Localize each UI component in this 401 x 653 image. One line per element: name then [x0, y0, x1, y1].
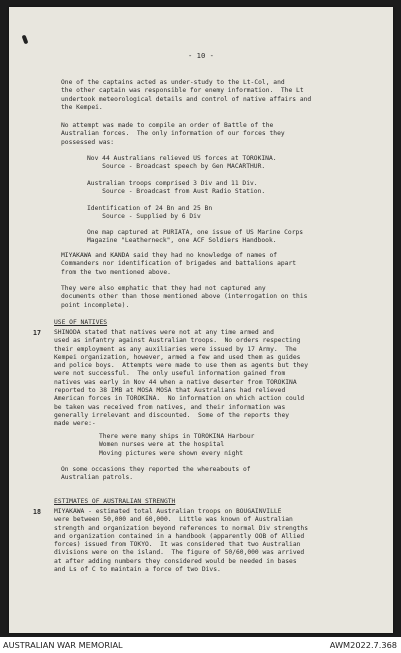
- punch-mark: [22, 35, 29, 45]
- info-item-divisions: Australian troops comprised 3 Div and 11 Div. Source - Broadcast from Aust Radio Station.: [87, 180, 266, 196]
- paragraph-order-of-battle: No attempt was made to compile an order of Battle of the Australian forces. The only information of our forces they possessed was:: [61, 122, 285, 146]
- paragraph-patrols: On some occasions they reported the whereabouts of Australian patrols.: [61, 466, 251, 482]
- paragraph-miyakawa-kanda: MIYAKAWA and KANDA said they had no knowledge of names of Commanders nor identification of brigades and battalions apart from the two mentioned above.: [61, 252, 297, 276]
- page-number: - 10 -: [188, 51, 214, 60]
- paragraph-captains: One of the captains acted as under-study to the Lt-Col, and the other captain was responsible for enemy information. The Lt undertook meteorological details and control of native affairs and the Kempei.: [61, 79, 312, 111]
- section-heading-strength: ESTIMATES OF AUSTRALIAN STRENGTH: [54, 498, 176, 505]
- footer-institution: AUSTRALIAN WAR MEMORIAL: [3, 640, 123, 650]
- document-page: [9, 7, 393, 633]
- section-number-18: 18: [33, 508, 41, 516]
- paragraph-strength-estimate: MIYAKAWA - estimated total Australian troops on BOUGAINVILLE were between 50,000 and 60,000. Little was known of Australian strength and organization beyond references to normal Div strengths and organization contained in a handbook (apparently OOB of Allied forces) issued from TOKYO. It was considered that two Australian divisions were on the island. The figure of 50/60,000 was arrived at after adding numbers they considered would be needed in bases and Ls of C to maintain a force of two Divs.: [54, 508, 309, 574]
- info-item-battalions: Identification of 24 Bn and 25 Bn Source - Supplied by 6 Div: [87, 205, 213, 221]
- section-number-17: 17: [33, 329, 41, 337]
- native-reports-list: There were many ships in TOROKINA Harbour Women nurses were at the hospital Moving pictures were shown every night: [99, 433, 255, 457]
- info-item-torokina: Nov 44 Australians relieved US forces at TOROKINA. Source - Broadcast speech by Gen MACARTHUR.: [87, 155, 277, 171]
- footer-reference: AWM2022.7.368: [329, 640, 397, 650]
- archive-footer: [0, 637, 401, 653]
- section-heading-natives: USE OF NATIVES: [54, 319, 108, 326]
- paragraph-captured-map: One map captured at PURIATA, one issue of US Marine Corps Magazine "Leatherneck", one ACF Soldiers Handbook.: [87, 229, 304, 245]
- paragraph-natives: SHINODA stated that natives were not at any time armed and used as infantry against Australian troops. No orders respecting their employment as any auxiliaries were issued by 17 Army. The Kempei organization, however, armed a few and used them as guides and police boys. Attempts were made to use them as agents but they were not successful. The only useful information gained from natives was early in Nov 44 when a native deserter from TOROKINA reported to 38 IMB at MOSA MOSA that Australians had relieved American forces in TOROKINA. No information on which action could be taken was received from natives, and their information was generally irrelevant and discounted. Some of the reports they made were:-: [54, 329, 309, 428]
- paragraph-documents: They were also emphatic that they had not captured any documents other than those mentioned above (interrogation on this point incomplete).: [61, 285, 308, 309]
